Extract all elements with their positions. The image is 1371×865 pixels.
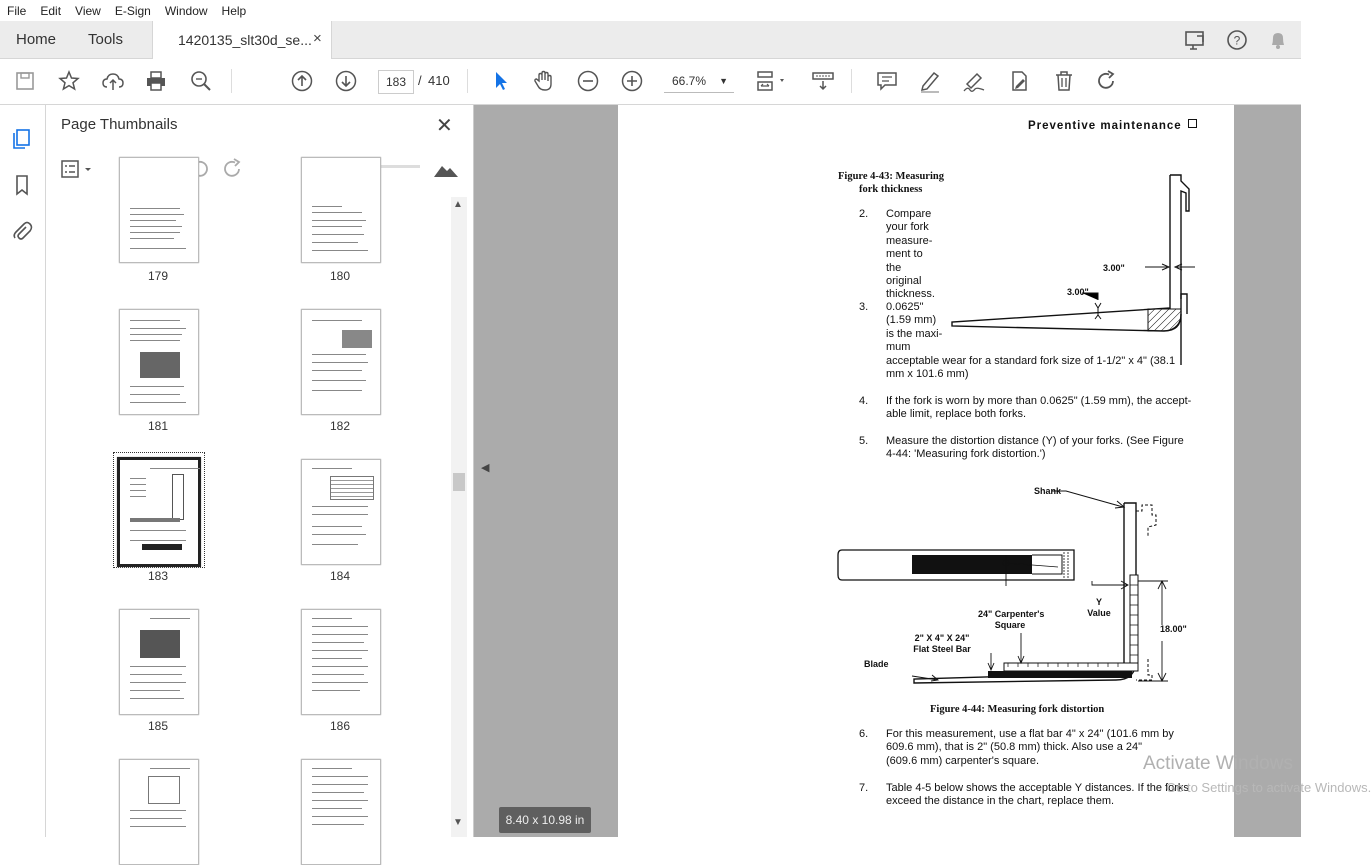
- page-header: [1028, 119, 1197, 132]
- step-number: 4.: [859, 395, 869, 407]
- step-number: 5.: [859, 435, 869, 447]
- carpenters-square-label: [978, 609, 1045, 631]
- step-line: mum: [886, 341, 911, 354]
- step-7-text: [886, 782, 1189, 809]
- page-separator: /: [418, 73, 422, 88]
- page-thumbnail-label: 183: [147, 569, 169, 583]
- step-7: [859, 782, 1219, 812]
- step-line: acceptable wear for a standard fork size of 1-1/2" x 4" (38.1: [886, 354, 1176, 367]
- step-line: 0.0625": [886, 301, 924, 313]
- step-line: is the maxi-: [886, 327, 943, 340]
- step-line: (609.6 mm) carpenter's square.: [886, 754, 1040, 767]
- page-thumbnail[interactable]: [119, 309, 199, 415]
- zoom-search-icon[interactable]: [188, 68, 214, 94]
- page-thumbnail[interactable]: [301, 459, 381, 565]
- tab-document[interactable]: [152, 21, 332, 59]
- tab-document-title: 1420135_slt30d_se...: [178, 32, 312, 48]
- page-thumbnail-label: 179: [147, 269, 169, 283]
- menu-esign[interactable]: E-Sign: [114, 3, 151, 18]
- notification-bell-icon[interactable]: [1265, 27, 1291, 53]
- page-thumbnail[interactable]: [301, 309, 381, 415]
- left-nav-rail: [0, 105, 46, 837]
- menu-help[interactable]: Help: [221, 3, 247, 18]
- step-line: thickness.: [886, 288, 935, 301]
- step-6-text: [886, 728, 1174, 768]
- page-thumbnail-label: 182: [329, 419, 351, 433]
- step-2-text: [886, 208, 939, 302]
- label-line: Flat Steel Bar: [913, 644, 971, 654]
- menu-bar: [0, 0, 1301, 21]
- step-line: exceed the distance in the chart, replace them.: [886, 795, 1115, 808]
- scroll-down-icon[interactable]: ▼: [453, 817, 463, 828]
- toolbar-separator: [231, 69, 232, 93]
- scroll-mode-icon[interactable]: [810, 68, 836, 94]
- rotate-right-icon[interactable]: [221, 157, 245, 181]
- fig43-caption-line: fork thickness: [859, 183, 923, 195]
- checkbox-square-icon: [1188, 119, 1197, 128]
- activate-windows-watermark: Activate Windows: [1143, 753, 1293, 774]
- page-thumbnail-label: 186: [329, 719, 351, 733]
- bookmark-star-icon[interactable]: [56, 68, 82, 94]
- share-screen-icon[interactable]: [1183, 27, 1209, 53]
- scroll-up-icon[interactable]: ▲: [453, 199, 463, 210]
- select-cursor-icon[interactable]: [488, 68, 514, 94]
- toolbar-separator: [467, 69, 468, 93]
- step-4: [859, 395, 1219, 425]
- step-number: 7.: [859, 782, 869, 794]
- previous-page-icon[interactable]: [289, 68, 315, 94]
- step-line: able limit, replace both forks.: [886, 408, 1027, 421]
- fit-page-icon[interactable]: [754, 68, 790, 94]
- shank-label: Shank: [1034, 486, 1062, 496]
- document-viewer[interactable]: [474, 105, 1371, 837]
- close-icon[interactable]: ✕: [436, 115, 453, 137]
- attachments-paperclip-icon[interactable]: [10, 219, 34, 243]
- label-line: Y: [1095, 597, 1102, 607]
- thumbnail-large-icon[interactable]: [432, 157, 460, 181]
- page-thumbnail[interactable]: [119, 759, 199, 865]
- page-thumbnail-selected[interactable]: [117, 457, 201, 567]
- step-number: 3.: [859, 301, 869, 313]
- page-thumbnail[interactable]: [301, 609, 381, 715]
- activate-windows-subtext: Go to Settings to activate Windows.: [1166, 780, 1371, 795]
- zoom-level-dropdown[interactable]: [664, 70, 734, 93]
- page-thumbnail[interactable]: [301, 157, 381, 263]
- y-value-label: [1084, 597, 1114, 619]
- tab-tools[interactable]: Tools: [88, 31, 124, 48]
- document-page: [618, 105, 1234, 837]
- fork-distortion-diagram: [838, 475, 1178, 695]
- blade-label: Blade: [864, 659, 889, 669]
- tab-bar: [0, 21, 1301, 59]
- label-line: Value: [1087, 608, 1111, 618]
- page-thumbnail[interactable]: [119, 157, 199, 263]
- step-2: [859, 208, 939, 301]
- page-thumbnail-label: 181: [147, 419, 169, 433]
- zoom-out-icon[interactable]: [575, 68, 601, 94]
- step-line: If the fork is worn by more than 0.0625" (1.59 mm), the accept-: [886, 395, 1192, 407]
- delete-trash-icon[interactable]: [1051, 68, 1077, 94]
- help-icon[interactable]: [1224, 27, 1250, 53]
- tab-home[interactable]: Home: [16, 31, 57, 48]
- step-line: For this measurement, use a flat bar 4" x 24" (101.6 mm by: [886, 728, 1174, 740]
- step-line: 609.6 mm), that is 2" (50.8 mm) thick. Also use a 24": [886, 741, 1143, 754]
- page-thumbnail-label: 184: [329, 569, 351, 583]
- thumbnails-panel: [46, 105, 474, 837]
- menu-window[interactable]: Window: [164, 3, 208, 18]
- chevron-down-icon: ▼: [719, 76, 728, 86]
- page-size-badge: 8.40 x 10.98 in: [499, 807, 591, 833]
- page-header-text: Preventive maintenance: [1028, 120, 1182, 132]
- step-line: (1.59 mm): [886, 314, 937, 327]
- step-5: [859, 435, 1219, 465]
- step-line: 4-44: 'Measuring fork distortion.'): [886, 448, 1046, 461]
- step-4-text: [886, 395, 1191, 422]
- label-line: 24" Carpenter's: [978, 609, 1045, 619]
- upload-cloud-icon[interactable]: [100, 68, 126, 94]
- dimension-label: 3.00": [1067, 287, 1089, 297]
- collapse-panel-icon[interactable]: ◀: [481, 462, 490, 474]
- next-page-icon[interactable]: [333, 68, 359, 94]
- page-number-input[interactable]: 183: [378, 70, 414, 94]
- menu-view[interactable]: View: [75, 3, 101, 18]
- fig43-caption-line: Figure 4-43: Measuring: [838, 171, 944, 182]
- page-thumbnail[interactable]: [301, 759, 381, 865]
- label-line: 2" X 4" X 24": [914, 633, 970, 643]
- menu-file[interactable]: File: [7, 3, 27, 18]
- page-thumbnail-label: 185: [147, 719, 169, 733]
- figure-4-43-caption: [838, 171, 944, 196]
- panel-title: Page Thumbnails: [61, 116, 178, 133]
- fork-thickness-diagram: [948, 169, 1208, 349]
- step-line: ment to the: [886, 248, 923, 274]
- main-toolbar: [0, 59, 1301, 105]
- step-line: mm x 101.6 mm): [886, 368, 969, 381]
- zoom-level-value: 66.7%: [672, 74, 707, 88]
- menu-edit[interactable]: Edit: [40, 3, 62, 18]
- dimension-label: 3.00": [1103, 263, 1125, 273]
- thumbnail-scrollbar[interactable]: [451, 197, 467, 837]
- sign-icon[interactable]: [961, 68, 987, 94]
- highlight-pen-icon[interactable]: [917, 68, 943, 94]
- step-line: original: [886, 275, 922, 288]
- figure-4-44-caption: Figure 4-44: Measuring fork distortion: [930, 704, 1105, 715]
- save-icon[interactable]: [12, 68, 38, 94]
- toolbar-separator: [851, 69, 852, 93]
- height-18-label: 18.00": [1160, 624, 1187, 634]
- edit-pdf-icon[interactable]: [1006, 68, 1032, 94]
- comment-icon[interactable]: [874, 68, 900, 94]
- page-thumbnail[interactable]: [119, 609, 199, 715]
- step-number: 6.: [859, 728, 869, 740]
- step-line: your fork: [886, 221, 929, 234]
- page-thumbnails-icon[interactable]: [10, 126, 34, 150]
- svg-text:?: ?: [1233, 33, 1241, 48]
- print-icon[interactable]: [143, 68, 169, 94]
- redo-rotate-icon[interactable]: [1094, 68, 1120, 94]
- page-total: 410: [428, 73, 450, 88]
- flat-steel-bar-label: [912, 633, 972, 655]
- step-5-text: [886, 435, 1184, 462]
- page-thumbnail-label: 180: [329, 269, 351, 283]
- step-number: 2.: [859, 208, 869, 220]
- step-line: Compare: [886, 208, 932, 220]
- thumbnail-options-icon[interactable]: [60, 157, 96, 181]
- step-line: Table 4-5 below shows the acceptable Y distances. If the forks: [886, 782, 1189, 794]
- hand-tool-icon[interactable]: [531, 68, 557, 94]
- bookmarks-icon[interactable]: [10, 173, 34, 197]
- label-line: Square: [994, 620, 1026, 630]
- tab-close-icon[interactable]: ×: [313, 30, 322, 47]
- thumbnail-list: [46, 197, 451, 837]
- step-line: Measure the distortion distance (Y) of your forks. (See Figure: [886, 435, 1184, 447]
- zoom-in-icon[interactable]: [619, 68, 645, 94]
- scrollbar-thumb[interactable]: [453, 473, 465, 491]
- step-line: measure-: [886, 234, 933, 247]
